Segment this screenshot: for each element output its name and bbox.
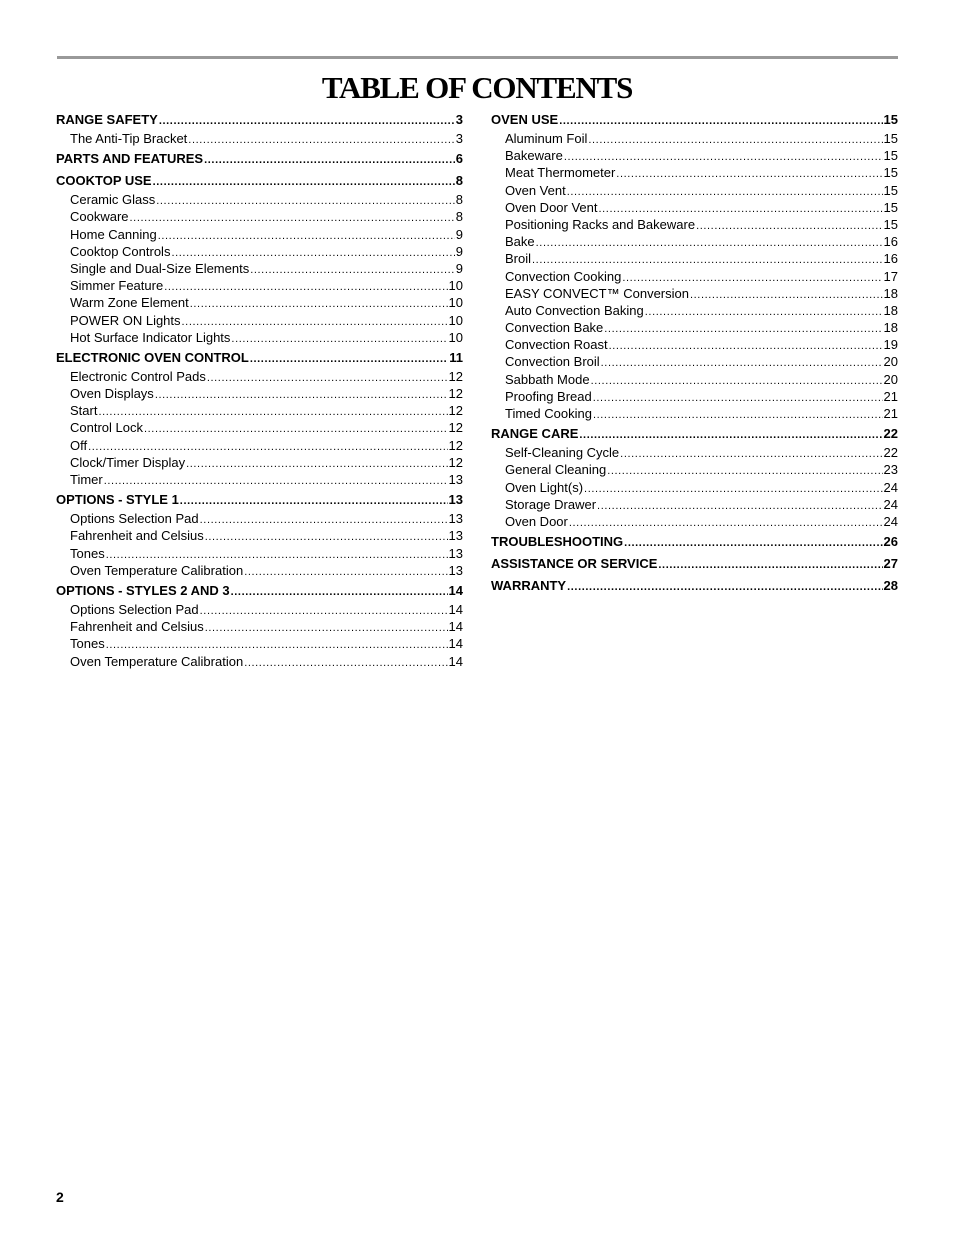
toc-entry-label: RANGE CARE: [491, 426, 579, 442]
toc-entry-label: Hot Surface Indicator Lights: [70, 329, 231, 345]
toc-section-entry[interactable]: [491, 110, 898, 130]
toc-entry-label: POWER ON Lights: [70, 312, 181, 328]
dot-leader: [144, 421, 448, 438]
dot-leader: [204, 150, 455, 170]
toc-entry-page: 12: [448, 368, 463, 384]
toc-entry-label: Single and Dual-Size Elements: [70, 260, 250, 276]
toc-entry-label: Proofing Bread: [505, 388, 592, 404]
toc-entry-label: Cookware: [70, 209, 129, 225]
toc-entry-page: 13: [448, 545, 463, 561]
toc-section-entry[interactable]: [56, 581, 463, 601]
toc-subsection-entry[interactable]: [56, 454, 463, 471]
toc-entry-page: 8: [455, 173, 463, 189]
toc-subsection-entry[interactable]: [491, 302, 898, 319]
toc-entry-label: Home Canning: [70, 226, 157, 242]
dot-leader: [244, 564, 447, 581]
toc-entry-label: Electronic Control Pads: [70, 368, 206, 384]
toc-subsection-entry[interactable]: [491, 388, 898, 405]
dot-leader: [567, 577, 882, 597]
toc-entry-page: 13: [448, 511, 463, 527]
toc-subsection-entry[interactable]: [56, 562, 463, 579]
toc-entry-label: Start: [70, 403, 98, 419]
toc-subsection-entry[interactable]: [56, 277, 463, 294]
toc-section-entry[interactable]: [491, 424, 898, 444]
toc-entry-page: 14: [448, 653, 463, 669]
toc-entry-label: OPTIONS - STYLE 1: [56, 492, 179, 508]
toc-entry-label: Convection Roast: [505, 337, 608, 353]
toc-entry-page: 21: [883, 388, 898, 404]
page-number: 2: [56, 1189, 64, 1205]
toc-entry-page: 14: [448, 582, 463, 598]
toc-right-column: [491, 110, 898, 596]
toc-subsection-entry[interactable]: [491, 182, 898, 199]
toc-entry-page: 9: [455, 260, 463, 276]
toc-entry-page: 12: [448, 437, 463, 453]
toc-entry-label: Fahrenheit and Celsius: [70, 619, 204, 635]
dot-leader: [569, 515, 883, 532]
toc-entry-page: 19: [883, 337, 898, 353]
toc-subsection-entry[interactable]: [56, 437, 463, 454]
dot-leader: [130, 210, 455, 227]
toc-entry-page: 13: [448, 528, 463, 544]
toc-entry-label: TROUBLESHOOTING: [491, 534, 624, 550]
dot-leader: [584, 481, 882, 498]
toc-entry-label: Convection Broil: [505, 354, 600, 370]
dot-leader: [159, 111, 455, 131]
toc-subsection-entry[interactable]: [56, 545, 463, 562]
toc-entry-page: 6: [455, 151, 463, 167]
toc-entry-label: Auto Convection Baking: [505, 302, 644, 318]
toc-section-entry[interactable]: [56, 149, 463, 169]
toc-subsection-entry[interactable]: [491, 513, 898, 530]
toc-entry-label: Bakeware: [505, 148, 563, 164]
toc-entry-label: COOKTOP USE: [56, 173, 152, 189]
toc-entry-page: 15: [883, 199, 898, 215]
toc-section-entry[interactable]: [56, 171, 463, 191]
toc-subsection-entry[interactable]: [491, 233, 898, 250]
dot-leader: [593, 407, 883, 424]
toc-entry-page: 9: [455, 226, 463, 242]
toc-entry-page: 20: [883, 354, 898, 370]
toc-subsection-entry[interactable]: [56, 312, 463, 329]
dot-leader: [231, 582, 448, 602]
toc-subsection-entry[interactable]: [56, 243, 463, 260]
toc-entry-page: 24: [883, 479, 898, 495]
toc-entry-page: 18: [883, 285, 898, 301]
toc-subsection-entry[interactable]: [491, 199, 898, 216]
toc-entry-page: 20: [883, 371, 898, 387]
dot-leader: [658, 555, 882, 575]
toc-entry-label: Oven Door: [505, 513, 568, 529]
toc-entry-label: Oven Displays: [70, 386, 154, 402]
dot-leader: [645, 304, 883, 321]
toc-left-column: [56, 110, 463, 670]
dot-leader: [231, 331, 447, 348]
dot-leader: [620, 446, 882, 463]
toc-entry-page: 21: [883, 406, 898, 421]
toc-subsection-entry[interactable]: [56, 294, 463, 311]
toc-entry-label: Oven Temperature Calibration: [70, 653, 244, 669]
toc-entry-page: 15: [883, 112, 898, 127]
dot-leader: [188, 132, 454, 149]
toc-entry-label: Convection Cooking: [505, 268, 622, 284]
toc-entry-page: 13: [448, 562, 463, 578]
page-title: TABLE OF CONTENTS: [321, 70, 633, 105]
toc-entry-page: 12: [448, 403, 463, 419]
toc-entry-page: 12: [448, 386, 463, 402]
toc-entry-page: 16: [883, 251, 898, 267]
toc-subsection-entry[interactable]: [491, 250, 898, 267]
toc-entry-page: 3: [455, 131, 463, 146]
toc-subsection-entry[interactable]: [491, 130, 898, 147]
dot-leader: [190, 296, 448, 313]
toc-entry-page: 22: [883, 445, 898, 461]
toc-subsection-entry[interactable]: [56, 601, 463, 618]
toc-entry-page: 15: [883, 131, 898, 146]
toc-entry-label: Clock/Timer Display: [70, 454, 186, 470]
toc-entry-page: 24: [883, 513, 898, 529]
toc-entry-label: Sabbath Mode: [505, 371, 590, 387]
toc-subsection-entry[interactable]: [56, 191, 463, 208]
toc-entry-label: Storage Drawer: [505, 496, 597, 512]
toc-entry-label: General Cleaning: [505, 462, 607, 478]
toc-subsection-entry[interactable]: [491, 319, 898, 336]
toc-entry-label: WARRANTY: [491, 578, 567, 594]
toc-entry-label: Tones: [70, 545, 105, 561]
toc-subsection-entry[interactable]: [56, 419, 463, 436]
toc-subsection-entry[interactable]: [491, 353, 898, 370]
toc-entry-label: OPTIONS - STYLES 2 AND 3: [56, 582, 230, 598]
toc-subsection-entry[interactable]: [56, 527, 463, 544]
dot-leader: [153, 172, 455, 192]
toc-subsection-entry[interactable]: [491, 479, 898, 496]
toc-entry-label: Convection Bake: [505, 320, 604, 336]
dot-leader: [591, 373, 883, 390]
toc-subsection-entry[interactable]: [491, 285, 898, 302]
toc-entry-label: Oven Temperature Calibration: [70, 562, 244, 578]
toc-subsection-entry[interactable]: [56, 329, 463, 346]
dot-leader: [205, 529, 448, 546]
toc-entry-page: 22: [883, 426, 898, 442]
toc-subsection-entry[interactable]: [491, 268, 898, 285]
toc-subsection-entry[interactable]: [491, 444, 898, 461]
toc-entry-label: Timed Cooking: [505, 406, 592, 421]
toc-entry-page: 15: [883, 216, 898, 232]
toc-entry-label: EASY CONVECT™ Conversion: [505, 285, 689, 301]
toc-section-entry[interactable]: [491, 576, 898, 596]
toc-entry-page: 11: [449, 349, 463, 365]
toc-subsection-entry[interactable]: [491, 336, 898, 353]
toc-entry-label: Self-Cleaning Cycle: [505, 445, 620, 461]
toc-entry-page: 14: [448, 619, 463, 635]
toc-section-entry[interactable]: [56, 490, 463, 510]
toc-subsection-entry[interactable]: [56, 618, 463, 635]
toc-entry-page: 13: [448, 492, 463, 508]
dot-leader: [690, 287, 883, 304]
dot-leader: [616, 166, 882, 183]
dot-leader: [98, 404, 447, 421]
toc-entry-page: 15: [883, 148, 898, 164]
toc-entry-label: Warm Zone Element: [70, 295, 189, 311]
toc-entry-page: 18: [883, 302, 898, 318]
dot-leader: [607, 463, 882, 480]
toc-entry-page: 18: [883, 320, 898, 336]
toc-entry-page: 10: [448, 312, 463, 328]
dot-leader: [186, 456, 447, 473]
toc-entry-page: 12: [448, 454, 463, 470]
toc-entry-page: 17: [883, 268, 898, 284]
toc-subsection-entry[interactable]: [56, 510, 463, 527]
toc-subsection-entry[interactable]: [56, 471, 463, 488]
toc-entry-page: 3: [455, 112, 463, 127]
dot-leader: [156, 193, 455, 210]
toc-entry-label: PARTS AND FEATURES: [56, 151, 204, 167]
dot-leader: [155, 387, 448, 404]
toc-entry-page: 24: [883, 496, 898, 512]
toc-entry-page: 27: [883, 556, 898, 572]
toc-entry-label: ELECTRONIC OVEN CONTROL: [56, 349, 249, 365]
toc-section-entry[interactable]: [56, 348, 463, 368]
toc-section-entry[interactable]: [491, 532, 898, 552]
toc-entry-label: Tones: [70, 636, 105, 652]
dot-leader: [104, 473, 448, 490]
dot-leader: [597, 498, 882, 515]
toc-subsection-entry[interactable]: [56, 260, 463, 277]
top-rule: [57, 56, 898, 59]
dot-leader: [200, 603, 448, 620]
dot-leader: [250, 349, 448, 369]
dot-leader: [601, 355, 883, 372]
toc-entry-page: 10: [448, 329, 463, 345]
dot-leader: [588, 132, 882, 149]
toc-entry-label: Cooktop Controls: [70, 243, 171, 259]
toc-entry-label: Control Lock: [70, 420, 143, 436]
toc-subsection-entry[interactable]: [491, 371, 898, 388]
toc-entry-page: 8: [455, 209, 463, 225]
toc-entry-label: ASSISTANCE OR SERVICE: [491, 556, 658, 572]
dot-leader: [244, 655, 447, 672]
dot-leader: [604, 321, 882, 338]
toc-subsection-entry[interactable]: [491, 461, 898, 478]
dot-leader: [593, 390, 883, 407]
toc-entry-label: Oven Door Vent: [505, 199, 598, 215]
toc-subsection-entry[interactable]: [56, 635, 463, 652]
toc-subsection-entry[interactable]: [491, 164, 898, 181]
toc-subsection-entry[interactable]: [491, 216, 898, 233]
toc-entry-page: 15: [883, 165, 898, 181]
toc-entry-label: The Anti-Tip Bracket: [70, 131, 188, 146]
toc-entry-page: 8: [455, 192, 463, 208]
toc-entry-label: Positioning Racks and Bakeware: [505, 216, 696, 232]
toc-entry-label: Options Selection Pad: [70, 601, 199, 617]
toc-subsection-entry[interactable]: [491, 496, 898, 513]
toc-subsection-entry[interactable]: [56, 226, 463, 243]
dot-leader: [567, 184, 883, 201]
toc-entry-label: Oven Vent: [505, 182, 566, 198]
dot-leader: [205, 620, 448, 637]
toc-entry-label: Ceramic Glass: [70, 192, 156, 208]
dot-leader: [158, 228, 455, 245]
toc-entry-label: Bake: [505, 234, 535, 250]
toc-subsection-entry[interactable]: [56, 130, 463, 147]
dot-leader: [624, 533, 882, 553]
toc-entry-label: Simmer Feature: [70, 278, 164, 294]
toc-entry-page: 15: [883, 182, 898, 198]
toc-entry-label: Aluminum Foil: [505, 131, 588, 146]
toc-entry-page: 10: [448, 295, 463, 311]
toc-entry-page: 28: [883, 578, 898, 594]
toc-entry-page: 14: [448, 601, 463, 617]
toc-section-entry[interactable]: [56, 110, 463, 130]
toc-entry-page: 14: [448, 636, 463, 652]
dot-leader: [559, 111, 882, 131]
dot-leader: [180, 491, 448, 511]
dot-leader: [207, 370, 448, 387]
dot-leader: [250, 262, 455, 279]
toc-entry-label: Oven Light(s): [505, 479, 584, 495]
toc-entry-page: 13: [448, 472, 463, 487]
toc-entry-page: 10: [448, 278, 463, 294]
toc-entry-label: RANGE SAFETY: [56, 112, 158, 127]
dot-leader: [200, 512, 448, 529]
toc-entry-label: Fahrenheit and Celsius: [70, 528, 204, 544]
toc-entry-page: 9: [455, 243, 463, 259]
toc-subsection-entry[interactable]: [56, 653, 463, 670]
toc-section-entry[interactable]: [491, 554, 898, 574]
toc-entry-label: Options Selection Pad: [70, 511, 199, 527]
dot-leader: [164, 279, 447, 296]
toc-entry-label: Meat Thermometer: [505, 165, 616, 181]
toc-subsection-entry[interactable]: [491, 147, 898, 164]
dot-leader: [579, 425, 882, 445]
toc-subsection-entry[interactable]: [56, 368, 463, 385]
toc-subsection-entry[interactable]: [56, 208, 463, 225]
dot-leader: [696, 218, 882, 235]
dot-leader: [609, 338, 883, 355]
toc-entry-page: 16: [883, 234, 898, 250]
toc-subsection-entry[interactable]: [56, 385, 463, 402]
toc-subsection-entry[interactable]: [56, 402, 463, 419]
toc-subsection-entry[interactable]: [491, 405, 898, 422]
toc-entry-label: Timer: [70, 472, 103, 487]
toc-entry-label: OVEN USE: [491, 112, 559, 127]
toc-entry-page: 26: [883, 534, 898, 550]
toc-entry-page: 23: [883, 462, 898, 478]
toc-entry-label: Broil: [505, 251, 532, 267]
toc-entry-label: Off: [70, 437, 88, 453]
dot-leader: [536, 235, 883, 252]
toc-entry-page: 12: [448, 420, 463, 436]
